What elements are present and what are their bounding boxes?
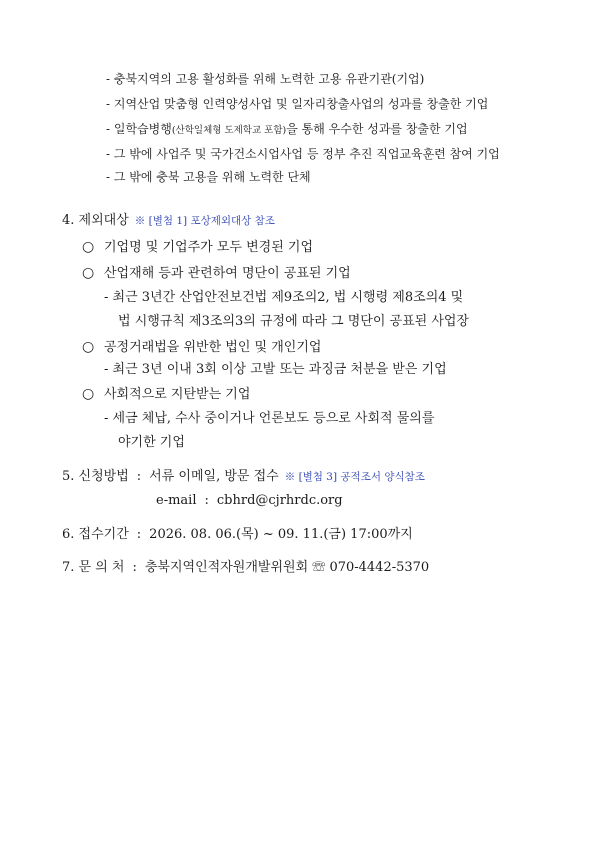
exclusion-item-2-detail-cont: 법 시행규칙 제3조의3의 규정에 따라 그 명단이 공표된 사업장	[118, 314, 469, 329]
eligibility-item-2: - 지역산업 맞춤형 인력양성사업 및 일자리창출사업의 성과를 창출한 기업	[106, 97, 489, 111]
eligibility-item-5: - 그 밖에 충북 고용을 위해 노력한 단체	[106, 170, 311, 184]
eligibility-item-1: - 충북지역의 고용 활성화를 위해 노력한 고용 유관기관(기업)	[106, 72, 425, 86]
email-address: cbhrd@cjrhrdc.org	[216, 493, 343, 508]
exclusion-item-4: ○ 사회적으로 지탄받는 기업	[82, 386, 251, 402]
circle-bullet-icon: ○	[82, 386, 95, 402]
exclusion-item-3-detail: - 최근 3년 이내 3회 이상 고발 또는 과징금 처분을 받은 기업	[104, 362, 447, 377]
circle-bullet-icon: ○	[82, 239, 95, 255]
reception-period: 2026. 08. 06.(목) ~ 09. 11.(금) 17:00까지	[149, 527, 413, 542]
contact-organization: 충북지역인적자원개발위원회	[144, 560, 309, 575]
exclusion-item-2-detail: - 최근 3년간 산업안전보건법 제9조의2, 법 시행령 제8조의4 및	[104, 290, 464, 305]
section-7-heading: 7. 문 의 처	[62, 560, 125, 575]
section-7-line: 7. 문 의 처 : 충북지역인적자원개발위원회 ☏ 070-4442-5370	[62, 560, 430, 575]
eligibility-item-3: - 일학습병행(산학일체형 도제학교 포함)을 통해 우수한 성과를 창출한 기업	[106, 122, 468, 136]
section-5-note: ※ [별첨 3] 공적조서 양식참조	[284, 471, 425, 483]
exclusion-item-1: ○ 기업명 및 기업주가 모두 변경된 기업	[82, 239, 314, 255]
section-5-heading: 5. 신청방법	[62, 469, 129, 484]
contact-phone: 070-4442-5370	[329, 560, 430, 575]
circle-bullet-icon: ○	[82, 265, 95, 281]
section-6-line: 6. 접수기간 : 2026. 08. 06.(목) ~ 09. 11.(금) 17:00까지	[62, 527, 413, 542]
circle-bullet-icon: ○	[82, 339, 95, 355]
exclusion-item-3: ○ 공정거래법을 위반한 법인 및 개인기업	[82, 339, 322, 355]
section-6-heading: 6. 접수기간	[62, 527, 129, 542]
exclusion-item-2: ○ 산업재해 등과 관련하여 명단이 공표된 기업	[82, 265, 351, 281]
exclusion-item-4-detail: - 세금 체납, 수사 중이거나 언론보도 등으로 사회적 물의를	[104, 411, 435, 426]
section-4-heading: 4. 제외대상 ※ [별첨 1] 포상제외대상 참조	[62, 213, 275, 228]
eligibility-item-4: - 그 밖에 사업주 및 국가건소시업사업 등 정부 추진 직업교육훈련 참여 기업	[106, 147, 500, 161]
phone-icon: ☏	[312, 560, 326, 575]
email-line: e-mail : cbhrd@cjrhrdc.org	[156, 493, 343, 508]
exclusion-item-4-detail-cont: 야기한 기업	[118, 435, 185, 450]
section-5-line: 5. 신청방법 : 서류 이메일, 방문 접수 ※ [별첨 3] 공적조서 양식참조	[62, 469, 425, 484]
section-4-note: ※ [별첨 1] 포상제외대상 참조	[134, 215, 275, 227]
